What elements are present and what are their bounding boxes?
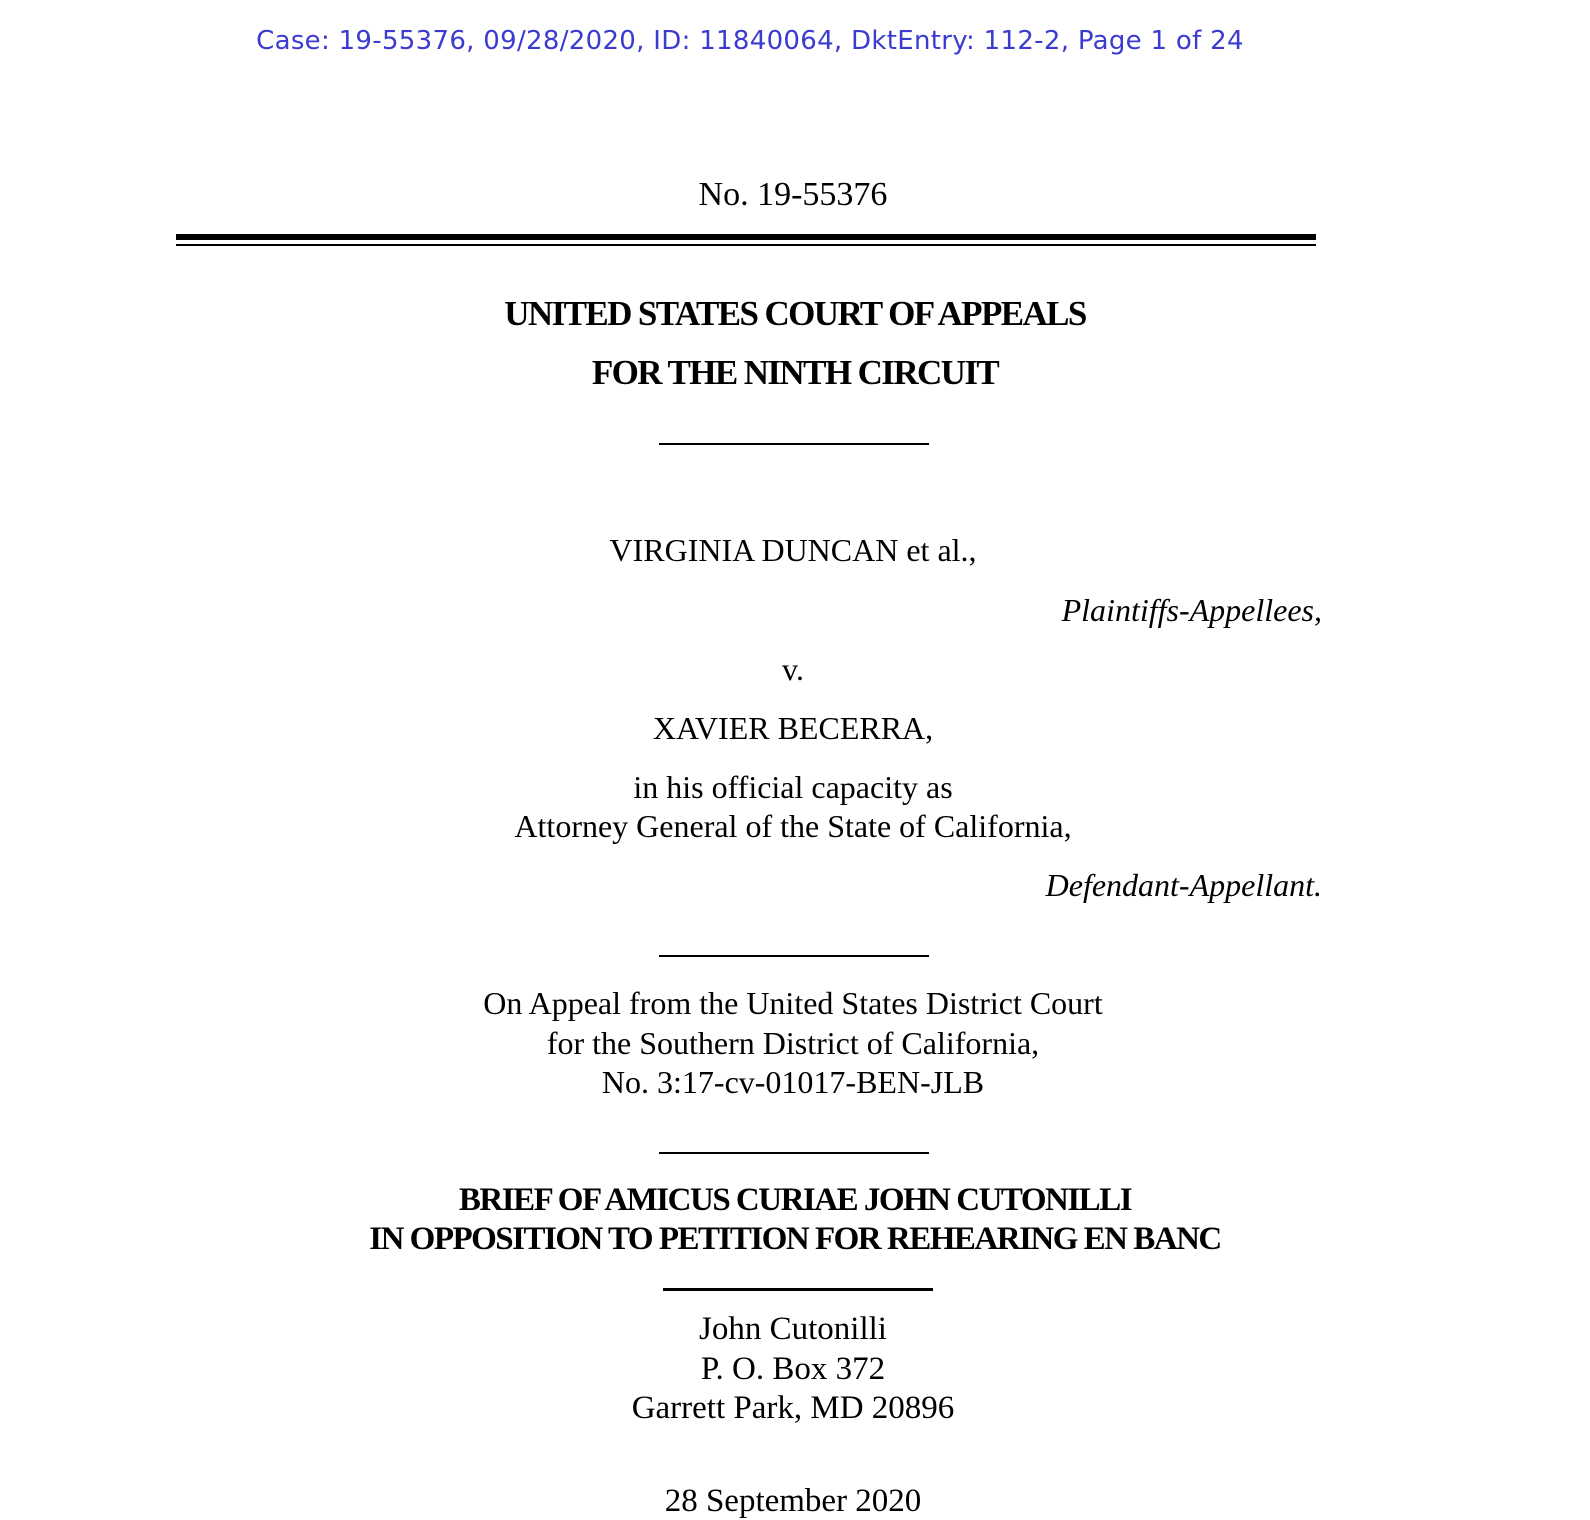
defendant-capacity-line-1: in his official capacity as (633, 769, 953, 805)
court-name-line-1: UNITED STATES COURT OF APPEALS (504, 294, 1086, 333)
district-case-number: No. 3:17-cv-01017-BEN-JLB (601, 1064, 985, 1100)
defendant-name: XAVIER BECERRA, (652, 710, 934, 746)
counsel-block (0, 1310, 1586, 1429)
counsel-address-line-1: P. O. Box 372 (700, 1350, 886, 1387)
appeal-origin (0, 984, 1586, 1103)
filing-date: 28 September 2020 (664, 1483, 922, 1519)
case-number: No. 19-55376 (698, 176, 888, 213)
brief-title (0, 1181, 1590, 1259)
counsel-name: John Cutonilli (699, 1311, 887, 1347)
plaintiffs-role: Plaintiffs-Appellees, (1061, 592, 1322, 628)
defendant-capacity-line-2: Attorney General of the State of California, (514, 808, 1072, 844)
defendant-capacity (0, 768, 1586, 846)
docket-stamp: Case: 19-55376, 09/28/2020, ID: 11840064, DktEntry: 112-2, Page 1 of 24 (256, 26, 1244, 56)
plaintiffs-name: VIRGINIA DUNCAN et al., (609, 532, 977, 568)
section-divider (659, 443, 929, 445)
appeal-origin-line-1: On Appeal from the United States District Court (483, 985, 1103, 1021)
brief-title-line-1: BRIEF OF AMICUS CURIAE JOHN CUTONILLI (458, 1182, 1132, 1218)
section-divider (659, 1152, 929, 1154)
section-divider (663, 1288, 933, 1291)
double-rule-thin (176, 244, 1316, 246)
section-divider (659, 955, 929, 957)
appeal-origin-line-2: for the Southern District of California, (546, 1024, 1040, 1061)
defendant-role: Defendant-Appellant. (1045, 867, 1322, 903)
double-rule-thick (176, 234, 1316, 240)
brief-title-line-2: IN OPPOSITION TO PETITION FOR REHEARING EN BANC (369, 1221, 1221, 1257)
court-name-line-2: FOR THE NINTH CIRCUIT (591, 353, 999, 392)
counsel-address-line-2: Garrett Park, MD 20896 (631, 1390, 955, 1426)
versus-label: v. (782, 651, 804, 687)
